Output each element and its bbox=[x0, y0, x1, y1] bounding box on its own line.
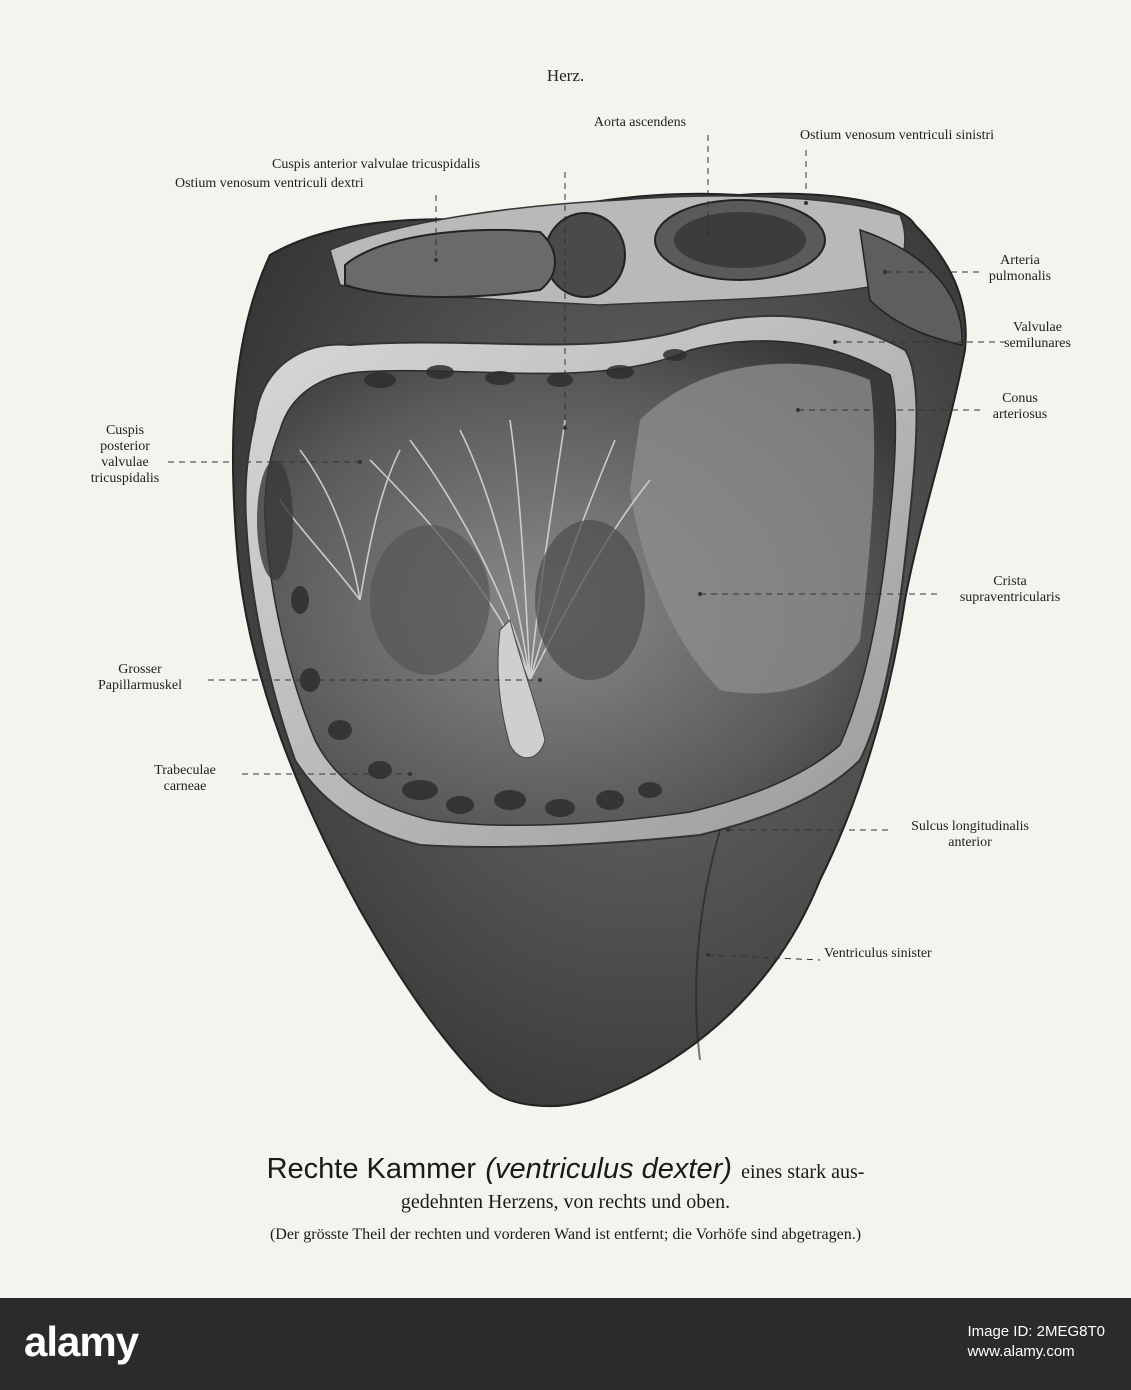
aorta-opening bbox=[545, 213, 625, 297]
page-title: Herz. bbox=[546, 66, 585, 85]
alamy-logo: alamy bbox=[24, 1318, 139, 1365]
label-aorta-ascendens: Aorta ascendens bbox=[593, 115, 687, 130]
label-valvulae-semilunares: Valvulae semilunares bbox=[1004, 320, 1071, 351]
caption-line-2: gedehnten Herzens, von rechts und oben. bbox=[400, 1191, 731, 1213]
label-cuspis-anterior: Cuspis anterior valvulae tricuspidalis bbox=[272, 157, 481, 172]
caption-line-3: (Der grösste Theil der rechten und vorderen Wand ist entfernt; die Vorhöfe sind abgetragen.) bbox=[269, 1226, 862, 1243]
watermark-footer bbox=[0, 1298, 1131, 1390]
image-id-block bbox=[967, 1322, 1105, 1362]
label-ostium-venosum-sinistri: Ostium venosum ventriculi sinistri bbox=[800, 128, 995, 143]
label-grosser-papillarmuskel: Grosser Papillarmuskel bbox=[98, 662, 182, 693]
image-id-text: Image ID: 2MEG8T0 bbox=[967, 1323, 1105, 1340]
label-trabeculae-carneae: Trabeculae carneae bbox=[154, 763, 216, 794]
label-sulcus-longitudinalis: Sulcus longitudinalis anterior bbox=[911, 819, 1029, 850]
image-site-text: www.alamy.com bbox=[967, 1343, 1075, 1360]
label-ostium-venosum-dextri: Ostium venosum ventriculi dextri bbox=[175, 176, 364, 191]
label-crista-supraventricularis: Crista supraventricularis bbox=[959, 574, 1061, 605]
label-arteria-pulmonalis: Arteria pulmonalis bbox=[988, 253, 1052, 284]
label-conus-arteriosus: Conus arteriosus bbox=[992, 391, 1048, 422]
figure-caption bbox=[0, 1150, 1131, 1246]
label-ventriculus-sinister: Ventriculus sinister bbox=[824, 946, 932, 961]
label-cuspis-posterior: Cuspis posterior valvulae tricuspidalis bbox=[90, 423, 160, 486]
caption-line-1: Rechte Kammer (ventriculus dexter) eines stark aus- bbox=[266, 1153, 865, 1185]
